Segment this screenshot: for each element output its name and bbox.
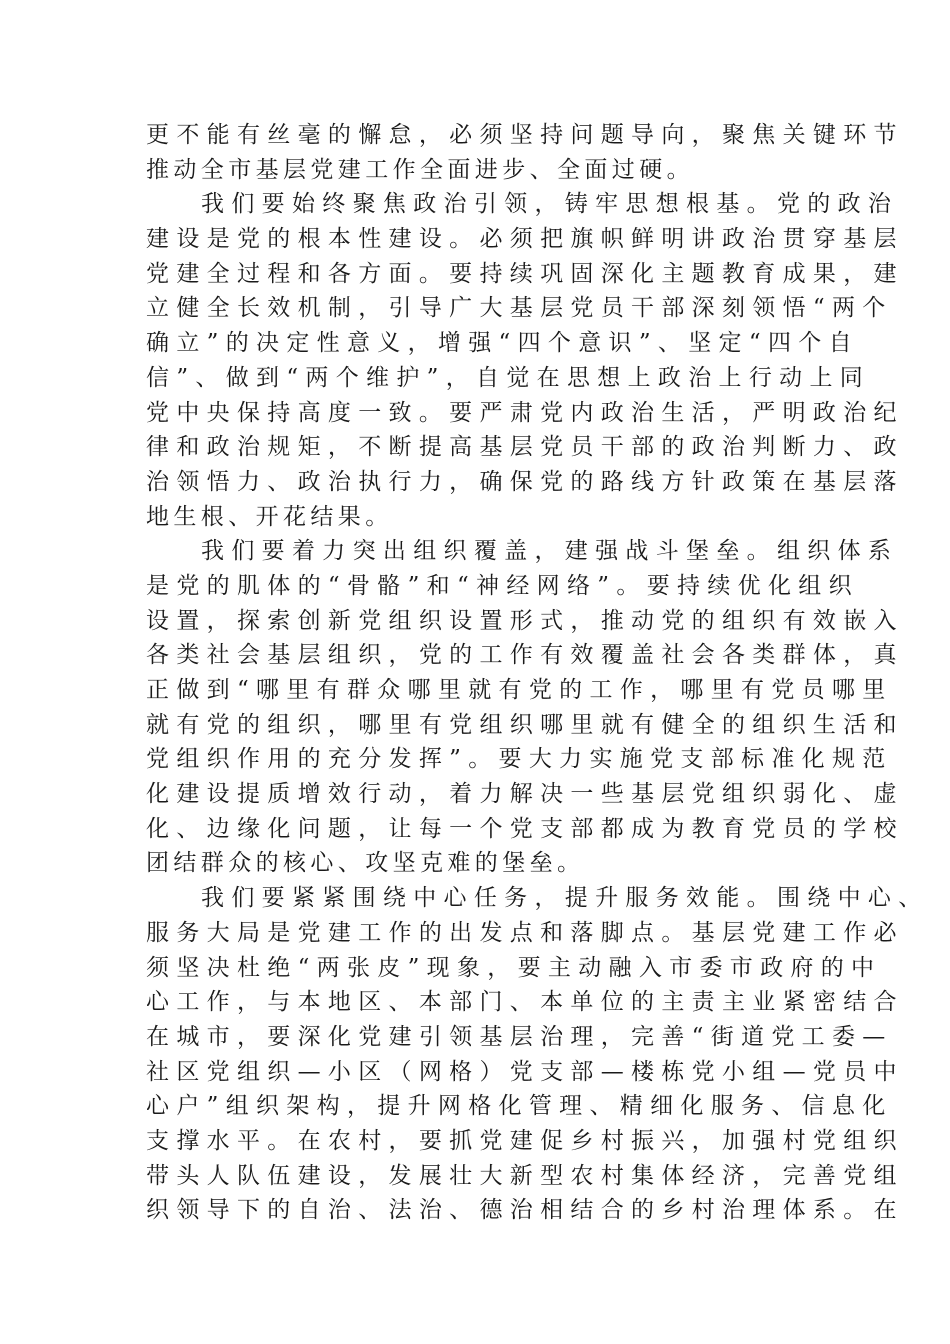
text-line: 党 组 织 作 用 的 充 分 发 挥 ” 。 要 大 力 实 施 党 支 部 标 准 化 规 范 (146, 746, 886, 773)
text-line: 支 撑 水 平 。 在 农 村 ， 要 抓 党 建 促 乡 村 振 兴 ， 加 强 村 党 组 织 (146, 1127, 897, 1154)
text-line: 是 党 的 肌 体 的 “ 骨 骼 ” 和 “ 神 经 网 络 ” 。 要 持 续 优 化 组 织 (146, 572, 852, 599)
text-line: 建 设 是 党 的 根 本 性 建 设 。 必 须 把 旗 帜 鲜 明 讲 政 治 贯 穿 基 层 (146, 226, 897, 253)
text-line: 心 工 作 ， 与 本 地 区 、 本 部 门 、 本 单 位 的 主 责 主 业 紧 密 结 合 (146, 989, 897, 1016)
text-line: 服 务 大 局 是 党 建 工 作 的 出 发 点 和 落 脚 点 。 基 层 党 建 工 作 必 (146, 919, 897, 946)
text-line: 确 立 ” 的 决 定 性 意 义 ， 增 强 “ 四 个 意 识 ” 、 坚 定 “ 四 个 自 (146, 330, 852, 357)
text-line: 正 做 到 “ 哪 里 有 群 众 哪 里 就 有 党 的 工 作 ， 哪 里 有 党 员 哪 里 (146, 677, 886, 703)
document-page (146, 118, 922, 1228)
text-line: 党 中 央 保 持 高 度 一 致 。 要 严 肃 党 内 政 治 生 活 ， 严 明 政 治 纪 (146, 399, 897, 426)
paragraph-organizational-coverage (146, 534, 897, 881)
text-line: 社 区 党 组 织 — 小 区 （ 网 格 ） 党 支 部 — 楼 栋 党 小 组 — 党 员 中 (146, 1058, 897, 1085)
text-line: 须 坚 决 杜 绝 “ 两 张 皮 ” 现 象 ， 要 主 动 融 入 市 委 市 政 府 的 中 (146, 954, 875, 981)
paragraph-first-line: 我 们 要 始 终 聚 焦 政 治 引 领 ， 铸 牢 思 想 根 基 。 党 的 政 治 (201, 191, 891, 218)
text-line: 带 头 人 队 伍 建 设 ， 发 展 壮 大 新 型 农 村 集 体 经 济 ， 完 善 党 组 (146, 1162, 897, 1189)
text-line: 党 建 全 过 程 和 各 方 面 。 要 持 续 巩 固 深 化 主 题 教 育 成 果 ， 建 (146, 260, 897, 287)
text-line: 立 健 全 长 效 机 制 ， 引 导 广 大 基 层 党 员 干 部 深 刻 领 悟 “ 两 个 (146, 295, 886, 322)
text-line: 心 户 ” 组 织 架 构 ， 提 升 网 格 化 管 理 、 精 细 化 服 务 、 信 息 化 (146, 1093, 886, 1120)
text-line: 治 领 悟 力 、 政 治 执 行 力 ， 确 保 党 的 路 线 方 针 政 策 在 基 层 落 (146, 468, 897, 495)
paragraph-political-leadership (146, 187, 897, 534)
text-line: 化 建 设 提 质 增 效 行 动 ， 着 力 解 决 一 些 基 层 党 组 织 弱 化 、 虚 (146, 781, 897, 808)
text-line: 在 城 市 ， 要 深 化 党 建 引 领 基 层 治 理 ， 完 善 “ 街 道 党 工 委 — (146, 1023, 886, 1050)
text-line: 设 置 ， 探 索 创 新 党 组 织 设 置 形 式 ， 推 动 党 的 组 织 有 效 嵌 入 (146, 607, 897, 634)
text-line: 就 有 党 的 组 织 ， 哪 里 有 党 组 织 哪 里 就 有 健 全 的 组 织 生 活 和 (146, 711, 897, 738)
text-line: 信 ” 、 做 到 “ 两 个 维 护 ” ， 自 觉 在 思 想 上 政 治 上 行 动 上 同 (146, 364, 863, 391)
paragraph-continuation (146, 118, 897, 187)
text-line: 团结群众的核心、攻坚克难的堡垒。 (146, 850, 585, 877)
text-line: 更 不 能 有 丝 毫 的 懈 怠 ， 必 须 坚 持 问 题 导 向 ， 聚 焦 关 键 环 节 (146, 122, 897, 148)
paragraph-first-line: 我 们 要 着 力 突 出 组 织 覆 盖 ， 建 强 战 斗 堡 垒 。 组 织 体 系 (201, 538, 891, 565)
paragraph-central-tasks (146, 881, 922, 1228)
text-line: 织 领 导 下 的 自 治 、 法 治 、 德 治 相 结 合 的 乡 村 治 理 体 系 。 在 (146, 1197, 897, 1224)
text-line: 推动全市基层党建工作全面进步、全面过硬。 (146, 156, 694, 183)
text-line: 地生根、开花结果。 (146, 503, 393, 530)
text-line: 律 和 政 治 规 矩 ， 不 断 提 高 基 层 党 员 干 部 的 政 治 判 断 力 、 政 (146, 434, 897, 461)
text-line: 各 类 社 会 基 层 组 织 ， 党 的 工 作 有 效 覆 盖 社 会 各 类 群 体 ， 真 (146, 642, 897, 669)
paragraph-first-line: 我 们 要 紧 紧 围 绕 中 心 任 务 ， 提 升 服 务 效 能 。 围 绕 中 心 、 (201, 885, 922, 912)
text-line: 化 、 边 缘 化 问 题 ， 让 每 一 个 党 支 部 都 成 为 教 育 党 员 的 学 校 (146, 815, 897, 842)
